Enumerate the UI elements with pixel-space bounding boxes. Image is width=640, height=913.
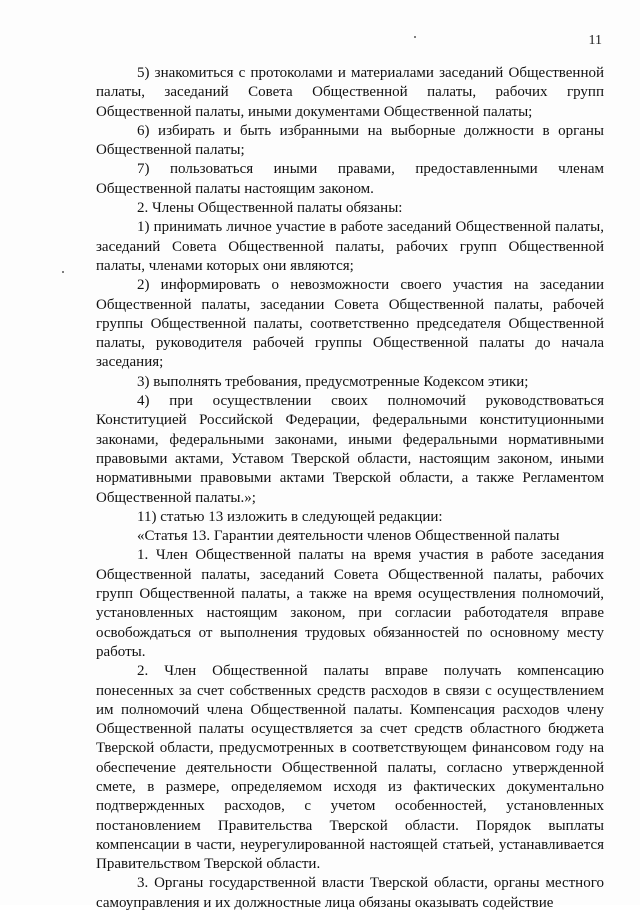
section-2-heading: 2. Члены Общественной палаты обязаны: (137, 200, 403, 217)
scan-speck (414, 36, 416, 38)
duty-item-4: 4) при осуществлении своих полномочий руководствоваться Конституцией Российской Федерации, федеральными конституционными законами, федеральными законами, иными федеральными нормативными правовыми актами, Уставом Тверской области, настоящим законом, иными нормативными правовыми актами Тверской области, а также Регламентом Общественной палаты.»; (96, 393, 604, 506)
document-body (96, 64, 604, 913)
article-13-part-1: 1. Член Общественной палаты на время участия в работе заседания Общественной палаты, заседаний Совета Общественной палаты, рабочих групп Общественной палаты, а также на время осуществления полномочий, установленных настоящим законом, при согласии работодателя вправе освобождаться от выполнения трудовых обязанностей по основному месту работы. (96, 547, 604, 660)
page-number: 11 (588, 33, 602, 48)
list-item-6-elect: 6) избирать и быть избранными на выборные должности в органы Общественной палаты; (96, 122, 604, 159)
duty-item-1: 1) принимать личное участие в работе заседаний Общественной палаты, заседаний Совета Общественной палаты, рабочих групп Общественной палаты, членами которых они являются; (96, 219, 604, 274)
article-13-title: «Статья 13. Гарантии деятельности членов Общественной палаты (137, 528, 560, 545)
amendment-11-intro: 11) статью 13 изложить в следующей редакции: (137, 508, 443, 525)
article-13-part-3: 3. Органы государственной власти Тверской области, органы местного самоуправления и их должностные лица обязаны оказывать содействие (96, 875, 604, 911)
duty-item-3: 3) выполнять требования, предусмотренные Кодексом этики; (137, 373, 529, 390)
article-13-part-2: 2. Член Общественной палаты вправе получать компенсацию понесенных за счет собственных средств расходов в связи с осуществлением им полномочий члена Общественной палаты. Компенсация расходов члену Общественной палаты осуществляется за счет средств областного бюджета Тверской области, предусмотренных в соответствующем финансовом году на обеспечение деятельности Общественной палаты, согласно утвержденной смете, в размере, определяемом исходя из фактических документально подтвержденных расходов, с учетом особенностей, установленных постановлением Правительства Тверской области. Порядок выплаты компенсации в части, неурегулированной настоящей статьей, устанавливается Правительством Тверской области. (96, 663, 604, 873)
scan-speck (62, 271, 64, 273)
list-item-5-acquaint: 5) знакомиться с протоколами и материалами заседаний Общественной палаты, заседаний Совета Общественной палаты, рабочих групп Общественной палаты, иными документами Общественной палаты; (96, 65, 604, 120)
list-item-7-rights: 7) пользоваться иными правами, предоставленными членам Общественной палаты настоящим законом. (96, 161, 604, 197)
duty-item-2: 2) информировать о невозможности своего участия на заседании Общественной палаты, заседании Совета Общественной палаты, рабочей группы Общественной палаты, соответственно председателя Общественной палаты, руководителя рабочей группы Общественной палаты до начала заседания; (96, 277, 604, 371)
